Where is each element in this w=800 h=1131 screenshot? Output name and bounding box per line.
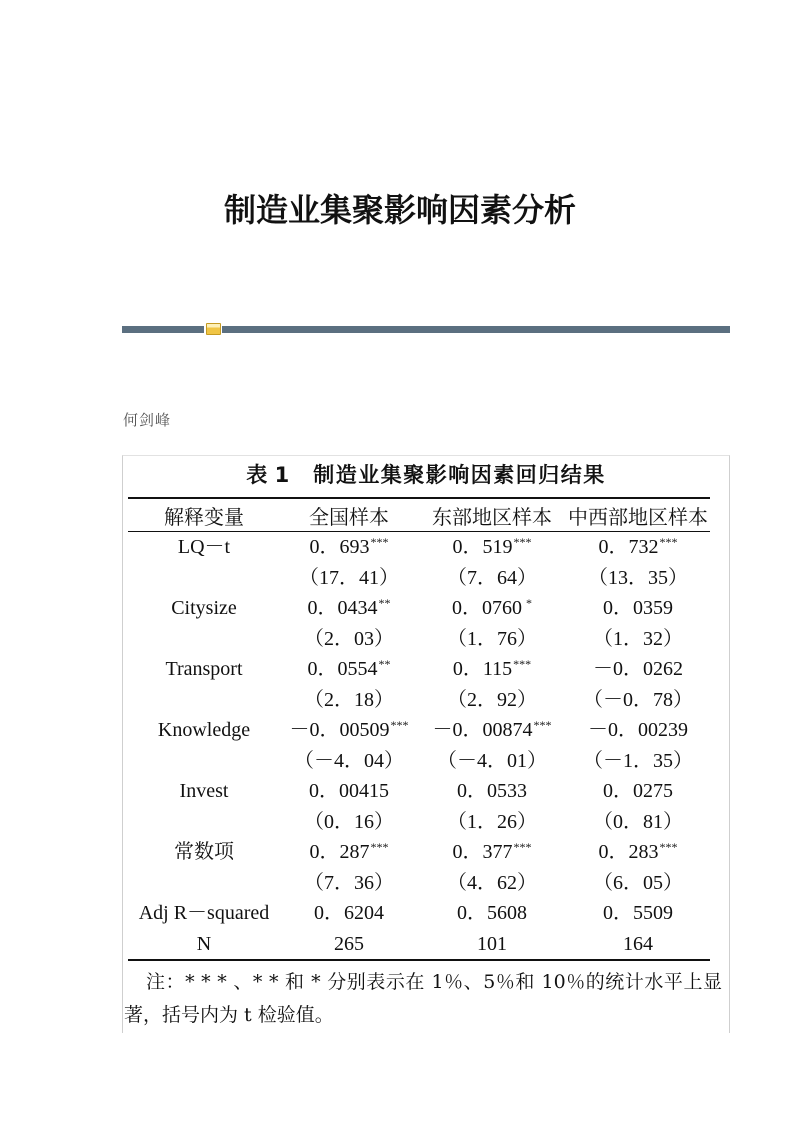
coef-cell: [566, 593, 710, 624]
t-stat-cell: （1．26）: [447, 810, 537, 833]
coefficient-row: [128, 715, 710, 746]
significance-stars: ***: [513, 839, 532, 854]
coef-cell: [566, 837, 710, 868]
coef-value: 0．0275: [603, 780, 673, 803]
row-label: Adj R－squared: [138, 902, 270, 925]
t-stat-cell: （2．18）: [304, 688, 394, 711]
row-label: Invest: [179, 780, 229, 803]
significance-stars: ***: [659, 839, 678, 854]
column-header-east: 东部地区样本: [418, 498, 566, 532]
t-stat-cell: （2．92）: [447, 688, 537, 711]
significance-stars: **: [378, 656, 391, 671]
coef-cell: [280, 654, 418, 685]
t-stat-row: [128, 868, 710, 899]
title-divider-left: [122, 326, 204, 333]
coef-cell: [280, 715, 418, 746]
t-stat-row: [128, 624, 710, 655]
t-stat-cell: （0．16）: [304, 810, 394, 833]
t-stat-cell: （－4．04）: [294, 749, 404, 772]
t-stat-row: [128, 746, 710, 777]
coef-cell: [418, 654, 566, 685]
stat-cell: 0．5509: [603, 902, 673, 925]
stat-cell: 0．5608: [457, 902, 527, 925]
coef-cell: [280, 776, 418, 807]
coef-value: －0．00509: [289, 719, 390, 742]
coef-cell: [566, 532, 710, 563]
t-stat-cell: （1．32）: [593, 627, 683, 650]
coef-cell: [280, 532, 418, 563]
row-label: Knowledge: [157, 719, 251, 742]
coef-cell: [566, 715, 710, 746]
coef-value: －0．0262: [593, 658, 683, 681]
table-title: 制造业集聚影响因素回归结果: [313, 463, 606, 487]
row-label: Citysize: [171, 597, 237, 620]
author-name: 何剑峰: [123, 411, 172, 429]
row-label-empty: [128, 685, 280, 716]
table-label: 表 1: [246, 463, 290, 487]
significance-stars: ***: [370, 534, 389, 549]
row-label-empty: [128, 868, 280, 899]
stat-cell: 0．6204: [314, 902, 384, 925]
coef-value: 0．0554: [307, 658, 378, 681]
row-label: Transport: [165, 658, 243, 681]
significance-stars: ***: [370, 839, 389, 854]
title-divider-right: [222, 326, 730, 333]
significance-stars: **: [378, 595, 391, 610]
row-label: LQ－t: [177, 536, 231, 559]
coef-value: 0．0359: [603, 597, 673, 620]
stat-cell: 265: [334, 932, 364, 955]
t-stat-cell: （7．64）: [447, 566, 537, 589]
coef-cell: [280, 593, 418, 624]
coef-value: 0．732: [598, 536, 659, 559]
coef-value: －0．00874: [432, 719, 533, 742]
coef-value: 0．0533: [457, 780, 527, 803]
row-label-empty: [128, 624, 280, 655]
regression-table: [128, 497, 710, 961]
coefficient-row: [128, 532, 710, 563]
t-stat-cell: （1．76）: [447, 627, 537, 650]
t-stat-cell: （4．62）: [447, 871, 537, 894]
coef-cell: [418, 715, 566, 746]
column-header-central-west: 中西部地区样本: [566, 498, 710, 532]
coef-value: 0．519: [452, 536, 513, 559]
statistic-row: [128, 929, 710, 961]
coef-cell: [418, 532, 566, 563]
table-note-line: 注：* * * 、* * 和 * 分别表示在 1％、5％和 10％的统计水平上显: [146, 971, 722, 993]
coef-value: 0．283: [598, 841, 659, 864]
coef-value: 0．0434: [307, 597, 378, 620]
coef-value: 0．0760: [452, 597, 522, 620]
significance-stars: ***: [390, 717, 409, 732]
coef-value: 0．287: [309, 841, 370, 864]
coef-cell: [280, 837, 418, 868]
t-stat-cell: （7．36）: [304, 871, 394, 894]
row-label-empty: [128, 563, 280, 594]
row-label-empty: [128, 807, 280, 838]
t-stat-cell: （17．41）: [299, 566, 399, 589]
significance-stars: ***: [513, 534, 532, 549]
t-stat-cell: （0．81）: [593, 810, 683, 833]
column-header-variable: 解释变量: [128, 498, 280, 532]
coef-cell: [418, 776, 566, 807]
statistic-row: [128, 898, 710, 929]
coefficient-row: [128, 654, 710, 685]
coefficient-row: [128, 776, 710, 807]
stat-cell: 101: [477, 932, 507, 955]
stat-cell: 164: [623, 932, 653, 955]
t-stat-row: [128, 563, 710, 594]
significance-stars: ***: [513, 656, 532, 671]
coef-cell: [566, 654, 710, 685]
t-stat-cell: （2．03）: [304, 627, 394, 650]
table-header-row: [128, 498, 710, 532]
coef-cell: [418, 593, 566, 624]
row-label-empty: [128, 746, 280, 777]
coef-cell: [418, 837, 566, 868]
t-stat-cell: （－0．78）: [583, 688, 693, 711]
table-note-line: 著，括号内为 t 检验值。: [124, 1004, 334, 1026]
coef-value: 0．00415: [309, 780, 389, 803]
table-caption: [123, 459, 729, 491]
row-label: N: [196, 932, 212, 955]
t-stat-cell: （6．05）: [593, 871, 683, 894]
coef-cell: [566, 776, 710, 807]
column-header-national: 全国样本: [280, 498, 418, 532]
significance-stars: ***: [659, 534, 678, 549]
table-note: [123, 966, 729, 1032]
folder-icon: [206, 323, 221, 335]
coef-value: 0．377: [452, 841, 513, 864]
document-title: 制造业集聚影响因素分析: [223, 191, 576, 229]
t-stat-row: [128, 685, 710, 716]
coef-value: 0．115: [452, 658, 513, 681]
coef-value: －0．00239: [588, 719, 688, 742]
coef-value: 0．693: [309, 536, 370, 559]
t-stat-cell: （－1．35）: [583, 749, 693, 772]
regression-table-figure: [122, 455, 730, 1033]
t-stat-row: [128, 807, 710, 838]
t-stat-cell: （13．35）: [588, 566, 688, 589]
coefficient-row: [128, 837, 710, 868]
row-label: 常数项: [174, 841, 234, 864]
t-stat-cell: （－4．01）: [437, 749, 547, 772]
significance-stars: ***: [533, 717, 552, 732]
significance-stars: *: [526, 595, 532, 610]
coefficient-row: [128, 593, 710, 624]
